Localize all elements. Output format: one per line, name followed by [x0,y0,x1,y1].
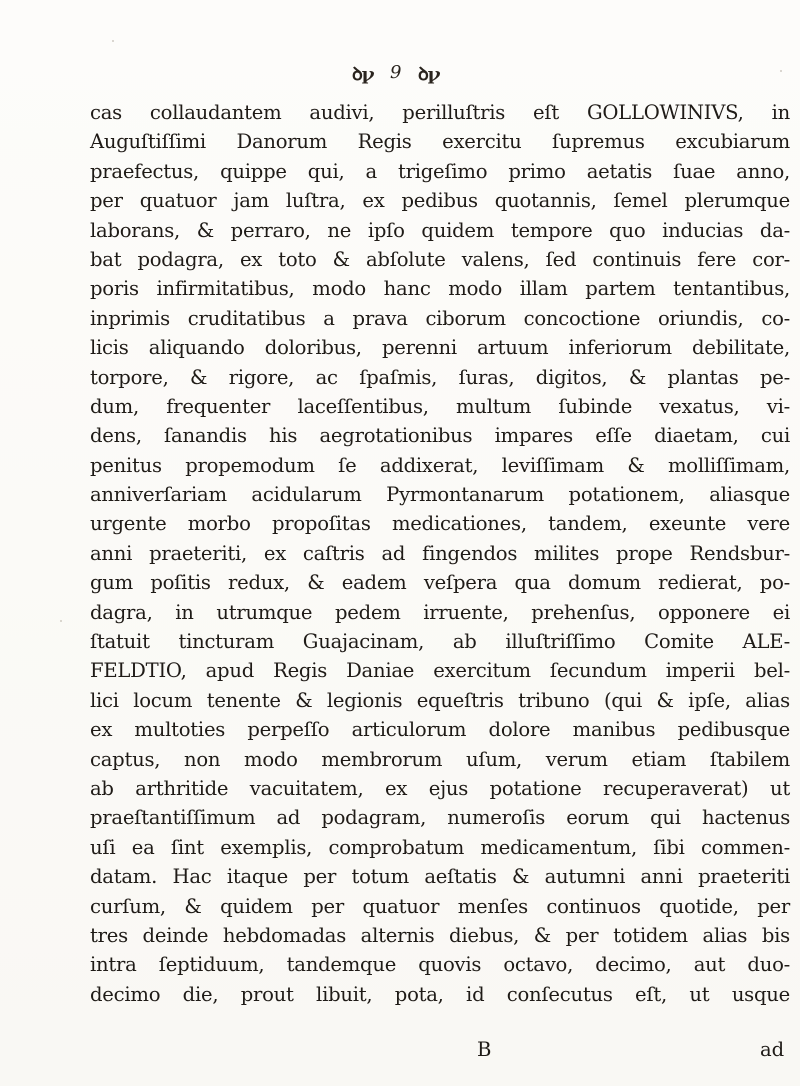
signature-mark: B [477,1038,492,1061]
paper-speck [60,620,62,622]
text-line: Auguſtiſſimi Danorum Regis exercitu ſupremus excubiarum [90,130,790,154]
header-ornament-left: ꝺꝩ [352,64,374,85]
text-line: FELDTIO, apud Regis Daniae exercitum ſecundum imperii bel- [90,659,790,683]
text-line: licis aliquando doloribus, perenni artuum inferiorum debilitate, [90,336,790,360]
text-line: praefectus, quippe qui, a trigeſimo primo aetatis ſuae anno, [90,159,790,183]
catchword: ad [760,1038,785,1061]
paper-speck [112,40,114,42]
text-line: ex multoties perpeſſo articulorum dolore manibus pedibusque [90,718,790,742]
header-ornament-right: ꝺꝩ [418,64,440,85]
text-line: laborans, & perraro, ne ipſo quidem tempore quo inducias da- [90,218,790,242]
page-footer [0,1038,800,1068]
text-line: decimo die, prout libuit, pota, id conſecutus eſt, ut usque [90,982,790,1006]
text-line: dum, frequenter laceſſentibus, multum ſubinde vexatus, vi- [90,394,790,418]
text-line: tres deinde hebdomadas alternis diebus, & per totidem alias bis [90,923,790,947]
text-line: captus, non modo membrorum uſum, verum etiam ſtabilem [90,747,790,771]
text-line: praeſtantiſſimum ad podagram, numeroſis eorum qui hactenus [90,806,790,830]
text-line: gum poſitis redux, & eadem veſpera qua domum redierat, po- [90,571,790,595]
page-number: 9 [390,62,402,83]
text-line: inprimis cruditatibus a prava ciborum concoctione oriundis, co- [90,306,790,330]
text-line: ab arthritide vacuitatem, ex ejus potatione recuperaverat) ut [90,776,790,800]
text-line: torpore, & rigore, ac ſpaſmis, ſuras, digitos, & plantas pe- [90,365,790,389]
text-line: uſi ea ſint exemplis, comprobatum medicamentum, ſibi commen- [90,835,790,859]
text-line: penitus propemodum ſe addixerat, leviſſimam & molliſſimam, [90,453,790,477]
text-line: poris infirmitatibus, modo hanc modo illam partem tentantibus, [90,277,790,301]
text-line: bat podagra, ex toto & abſolute valens, ſed continuis fere cor- [90,247,790,271]
page-header [0,62,800,92]
text-line: cas collaudantem audivi, perilluſtris eſt GOLLOWINIVS, in [90,101,790,124]
text-line: anniverſariam acidularum Pyrmontanarum potationem, aliasque [90,483,790,507]
text-line: lici locum tenente & legionis equeſtris tribuno (qui & ipſe, alias [90,688,790,712]
text-line: intra ſeptiduum, tandemque quovis octavo, decimo, aut duo- [90,953,790,977]
body-text [90,98,790,1009]
text-line: curſum, & quidem per quatuor menſes continuos quotide, per [90,894,790,918]
paper-speck [780,70,782,72]
text-line: per quatuor jam luſtra, ex pedibus quotannis, ſemel plerumque [90,189,790,213]
text-line: datam. Hac itaque per totum aeſtatis & autumni anni praeteriti [90,865,790,889]
text-line: dens, ſanandis his aegrotationibus impares eſſe diaetam, cui [90,424,790,448]
text-line: urgente morbo propoſitas medicationes, tandem, exeunte vere [90,512,790,536]
text-line: anni praeteriti, ex caſtris ad fingendos milites prope Rendsbur- [90,541,790,565]
text-line: ſtatuit tincturam Guajacinam, ab illuſtriſſimo Comite ALE- [90,630,790,654]
text-line: dagra, in utrumque pedem irruente, prehenſus, opponere ei [90,600,790,624]
